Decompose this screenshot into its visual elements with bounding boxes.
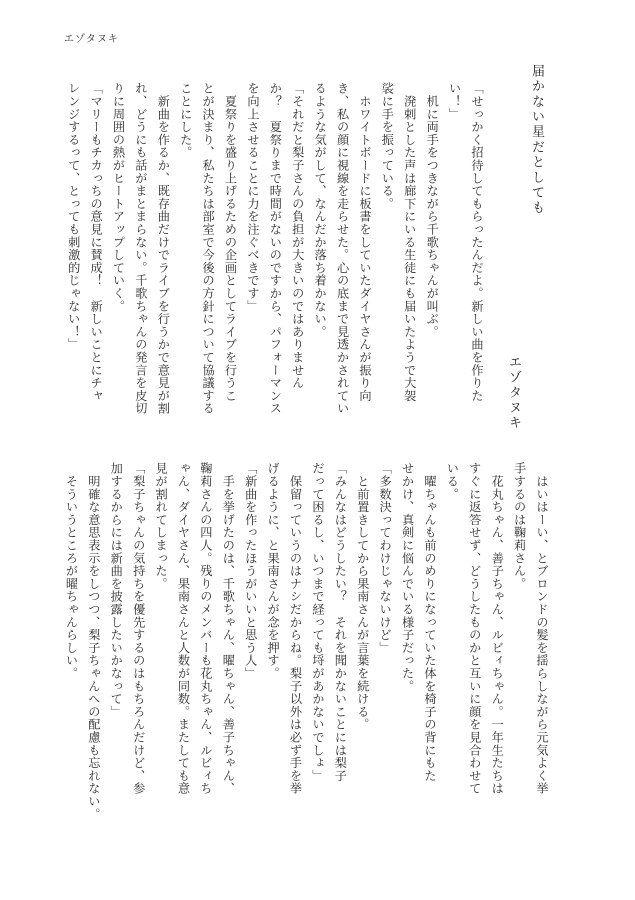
text-line: き、私の顔に視線を走らせた。心の底まで見透かされてい bbox=[335, 82, 350, 415]
text-line: 「新曲を作ったほうがいいと思う人」 bbox=[243, 462, 258, 680]
text-line: 加するからには新曲を披露したいかなって」 bbox=[109, 462, 124, 718]
text-line: を向上させることに力を注ぐべきです」 bbox=[245, 82, 260, 313]
text-line: れ、どうにも話がまとまらない。千歌ちゃんの発言を皮切 bbox=[133, 82, 148, 415]
text-line: ホワイトボードに板書をしていたダイヤさんが振り向 bbox=[357, 82, 372, 402]
text-line: ゃん、ダイヤさん、果南さんと人数が同数。またしても意 bbox=[176, 462, 191, 795]
text-line: 夏祭りを盛り上げるための企画としてライブを行うこ bbox=[223, 82, 238, 402]
text-line: 「梨子ちゃんの気持ちを優先するのはもちろんだけど、参 bbox=[131, 462, 146, 795]
text-line: そういうところが曜ちゃんらしい。 bbox=[64, 462, 79, 680]
text-line: いる。 bbox=[445, 462, 460, 501]
text-line: りに周囲の熱がヒートアップしていく。 bbox=[111, 82, 126, 313]
text-line: 曜ちゃんも前のめりになっていた体を椅子の背にもた bbox=[422, 462, 437, 782]
text-line: か？ 夏祭りまで時間がないのですから、パフォーマンス bbox=[268, 82, 283, 415]
text-line: 「それだと梨子さんの負担が大きいのではありません bbox=[290, 82, 305, 390]
text-line: と前置きしてから果南さんが言葉を続ける。 bbox=[355, 462, 370, 731]
lower-text-block bbox=[60, 462, 553, 842]
text-line: 溌剌とした声は廊下にいる生徒にも届いたようで大袈 bbox=[402, 82, 417, 402]
text-line: げるように、と果南さんが念を押す。 bbox=[266, 462, 281, 680]
text-line: 手するのは鞠莉さん。 bbox=[512, 462, 527, 590]
upper-text-block bbox=[62, 82, 488, 442]
text-line: 鞠莉さんの四人。残りのメンバーも花丸ちゃん、ルビィち bbox=[198, 462, 213, 795]
text-line: レンジするって、とっても刺激的じゃない！」 bbox=[66, 82, 81, 351]
author-name: エゾタヌキ bbox=[506, 355, 521, 431]
text-line: 裟に手を振っている。 bbox=[380, 82, 395, 210]
text-line: とが決まり、私たちは部室で今後の方針について協議する bbox=[201, 82, 216, 415]
text-line: 「みんなはどうしたい？ それを聞かないことには梨子 bbox=[333, 462, 348, 782]
text-line: せかけ、真剣に悩んでいる様子だった。 bbox=[400, 462, 415, 693]
text-line: い！」 bbox=[447, 82, 462, 121]
text-line: 保留っていうのはナシだからね。梨子以外は必ず手を挙 bbox=[288, 462, 303, 795]
text-line: るような気がして、なんだか落ち着かない。 bbox=[313, 82, 328, 338]
text-line: すぐに返答せず、どうしたものかと互いに顔を見合わせて bbox=[467, 462, 482, 795]
text-line: だって困るし、いつまで経っても埒があかないでしょ」 bbox=[310, 462, 325, 782]
text-line: 新曲を作るか、既存曲だけでライブを行うかで意見が割 bbox=[156, 82, 171, 415]
text-line: 花丸ちゃん、善子ちゃん、ルビィちゃん。一年生たちは bbox=[490, 462, 505, 795]
text-line: 見が割れてしまった。 bbox=[154, 462, 169, 590]
text-line: ことにした。 bbox=[178, 82, 193, 159]
text-line: 机に両手をつきながら千歌ちゃんが叫ぶ。 bbox=[425, 82, 440, 338]
text-line: はいはーい、とブロンドの髪を揺らしながら元気よく挙 bbox=[535, 462, 549, 795]
text-line: 明確な意思表示をしつつ、梨子ちゃんへの配慮も忘れない。 bbox=[86, 462, 101, 821]
text-line: 「多数決ってわけじゃないけど」 bbox=[378, 462, 393, 654]
running-header: エゾタヌキ bbox=[64, 34, 119, 45]
text-line: 「マリーもチカっちの意見に賛成！ 新しいことにチャ bbox=[89, 82, 104, 402]
text-line: 手を挙げたのは、千歌ちゃん、曜ちゃん、善子ちゃん、 bbox=[221, 462, 236, 795]
text-line: 「せっかく招待してもらったんだよ。新しい曲を作りた bbox=[470, 82, 484, 402]
story-title: 届かない星だとしても bbox=[529, 64, 544, 216]
